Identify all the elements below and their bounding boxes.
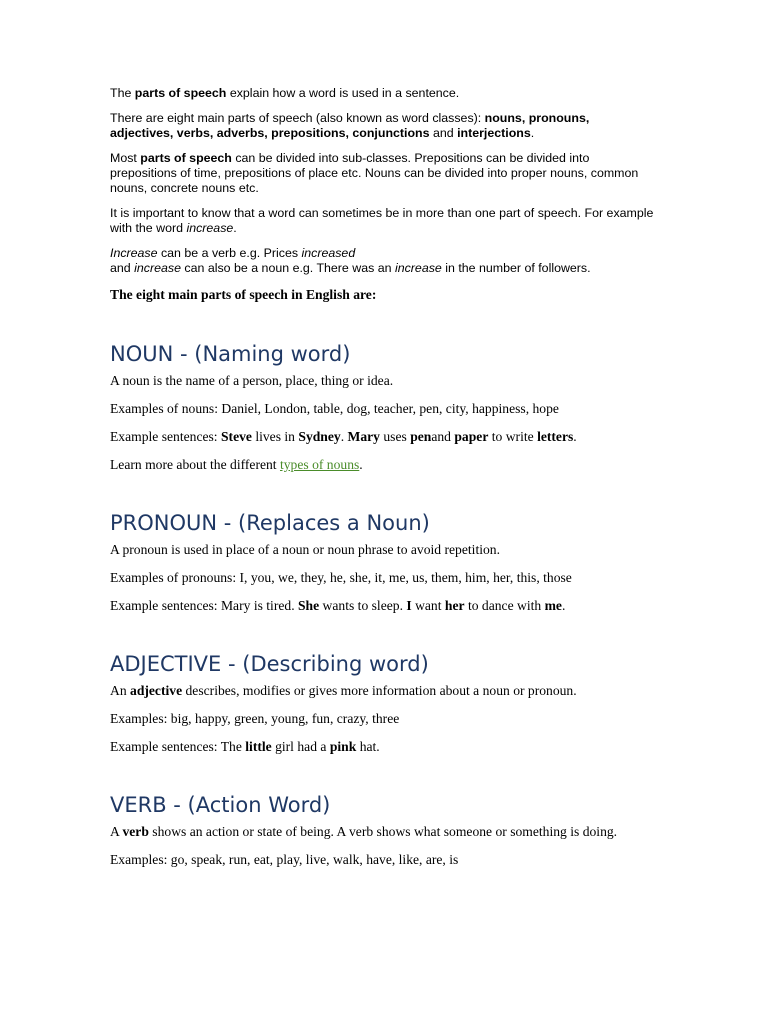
intro-paragraph-1: The parts of speech explain how a word is used in a sentence. (110, 86, 460, 100)
intro-paragraph-2: There are eight main parts of speech (also known as word classes): nouns, pronouns, adjectives, verbs, adverbs, prepositions, conjunctions and interjections. (110, 111, 590, 140)
noun-sentence: Example sentences: Steve lives in Sydney. Mary uses penand paper to write letters. (110, 429, 577, 444)
adjective-heading: ADJECTIVE - (Describing word) (110, 652, 429, 676)
intro-paragraph-5: Increase can be a verb e.g. Prices increased (110, 246, 356, 260)
intro-paragraph-4: It is important to know that a word can sometimes be in more than one part of speech. For example with the word increase. (110, 206, 654, 235)
noun-definition: A noun is the name of a person, place, thing or idea. (110, 373, 394, 388)
pronoun-heading: PRONOUN - (Replaces a Noun) (110, 511, 430, 535)
pronoun-definition: A pronoun is used in place of a noun or noun phrase to avoid repetition. (110, 542, 500, 557)
document-page (110, 86, 655, 879)
pronoun-section (110, 510, 655, 615)
verb-heading: VERB - (Action Word) (110, 793, 331, 817)
intro-paragraph-6: and increase can also be a noun e.g. There was an increase in the number of followers. (110, 261, 591, 275)
types-of-nouns-link[interactable]: types of nouns (279, 457, 360, 472)
noun-learn-more: Learn more about the different types of nouns. (110, 457, 363, 472)
pronoun-examples: Examples of pronouns: I, you, we, they, he, she, it, me, us, them, him, her, this, those (110, 570, 572, 585)
adjective-section (110, 651, 655, 756)
noun-examples: Examples of nouns: Daniel, London, table, dog, teacher, pen, city, happiness, hope (110, 401, 559, 416)
adjective-definition: An adjective describes, modifies or gives more information about a noun or pronoun. (110, 683, 577, 698)
intro-section (110, 86, 655, 276)
verb-definition: A verb shows an action or state of being. A verb shows what someone or something is doing. (110, 824, 618, 839)
adjective-examples: Examples: big, happy, green, young, fun, crazy, three (110, 711, 400, 726)
pronoun-sentence: Example sentences: Mary is tired. She wants to sleep. I want her to dance with me. (110, 598, 566, 613)
intro-paragraph-3: Most parts of speech can be divided into sub-classes. Prepositions can be divided into prepositions of time, prepositions of place etc. Nouns can be divided into proper nouns, common nouns, concrete nouns etc. (110, 151, 639, 195)
verb-examples: Examples: go, speak, run, eat, play, live, walk, have, like, are, is (110, 852, 459, 867)
noun-section (110, 341, 655, 474)
verb-section (110, 792, 655, 869)
main-heading: The eight main parts of speech in English are: (110, 287, 377, 302)
noun-heading: NOUN - (Naming word) (110, 342, 351, 366)
adjective-sentence: Example sentences: The little girl had a pink hat. (110, 739, 380, 754)
